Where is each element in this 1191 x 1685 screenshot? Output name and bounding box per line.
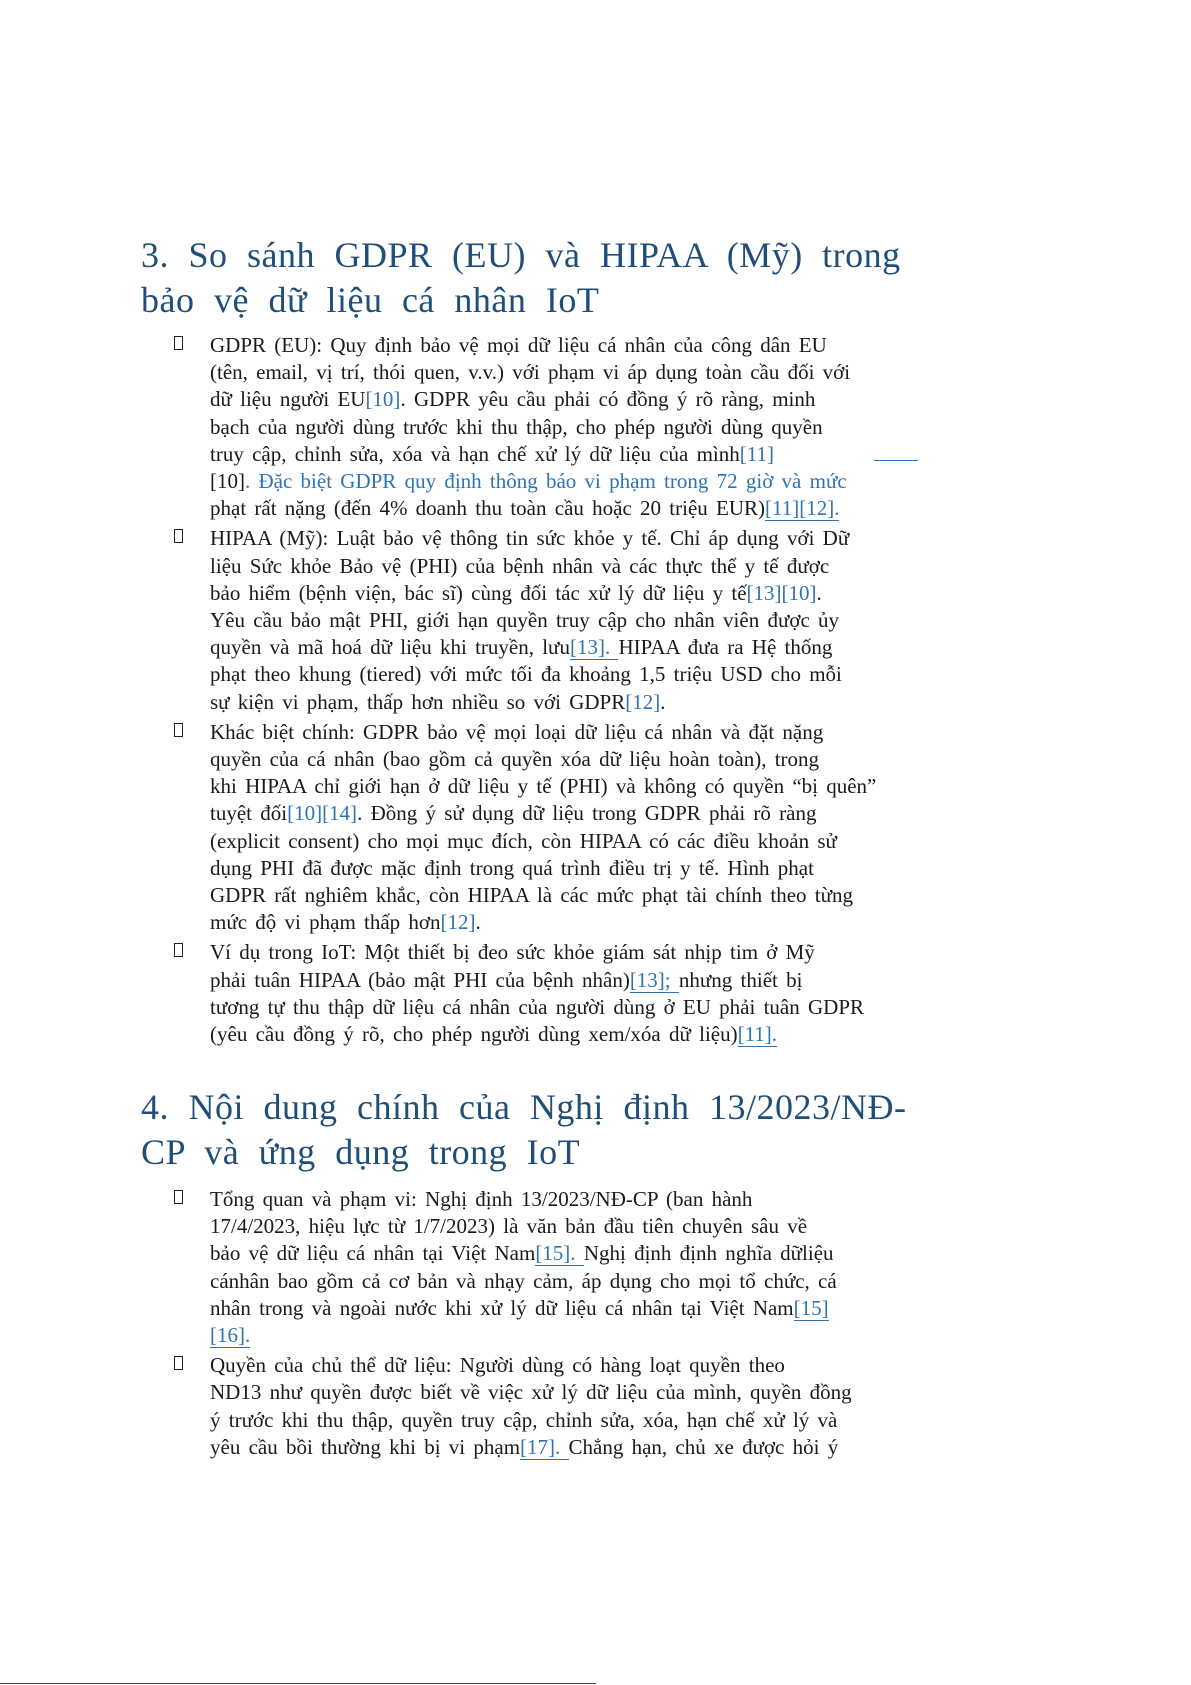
- citation-link[interactable]: [10]: [365, 387, 401, 412]
- text-segment: quyền của cá nhân (bao gồm cả quyền xóa dữ liệu hoàn toàn), trong: [210, 747, 820, 772]
- text-line: [210, 773, 1054, 800]
- text-segment: nhân trong và ngoài nước khi xử lý dữ liệu cá nhân tại Việt Nam: [210, 1295, 794, 1320]
- text-line: [210, 967, 1054, 994]
- text-line: [210, 495, 1054, 522]
- text-line: [210, 1295, 1054, 1322]
- citation-link[interactable]: [17].: [520, 1434, 569, 1459]
- text-line: [210, 414, 1054, 441]
- bullet-glyph-icon: [174, 1190, 183, 1204]
- text-line: [210, 746, 1054, 773]
- text-segment: liệu Sức khỏe Bảo vệ (PHI) của bệnh nhân và các thực thể y tế được: [210, 553, 830, 578]
- text-segment: 17/4/2023, hiệu lực từ 1/7/2023) là văn bản đầu tiên chuyên sâu về: [210, 1214, 808, 1239]
- text-line: [210, 1021, 1054, 1048]
- text-segment: cánhân bao gồm cả cơ bản và nhạy cảm, áp dụng cho mọi tổ chức, cá: [210, 1268, 837, 1293]
- text-segment: GDPR rất nghiêm khắc, còn HIPAA là các mức phạt tài chính theo từng: [210, 883, 854, 908]
- text-line: [210, 689, 1054, 716]
- text-segment: .: [816, 580, 822, 605]
- text-line: [210, 1352, 1054, 1379]
- list-item: [174, 332, 1054, 522]
- text-segment: Chẳng hạn, chủ xe được hỏi ý: [568, 1434, 839, 1459]
- bullet-glyph-icon: [174, 529, 183, 543]
- citation-link[interactable]: [11][12].: [765, 496, 840, 521]
- citation-link[interactable]: [12]: [625, 689, 661, 714]
- list-item: [174, 525, 1054, 715]
- text-segment: (explicit consent) cho mọi mục đích, còn HIPAA có các điều khoản sử: [210, 828, 837, 853]
- text-segment: ND13 như quyền được biết về việc xử lý dữ liệu của mình, quyền đồng: [210, 1380, 852, 1405]
- text-line: [210, 1434, 1054, 1461]
- text-segment: Quyền của chủ thể dữ liệu: Người dùng có hàng loạt quyền theo: [210, 1353, 785, 1378]
- text-segment: (yêu cầu đồng ý rõ, cho phép người dùng xem/xóa dữ liệu): [210, 1022, 738, 1047]
- text-line: [210, 855, 1054, 882]
- text-segment: Yêu cầu bảo mật PHI, giới hạn quyền truy cập cho nhân viên được ủy: [210, 608, 840, 633]
- text-segment: truy cập, chỉnh sửa, xóa và hạn chế xử lý dữ liệu của mình: [210, 441, 740, 466]
- text-segment: bạch của người dùng trước khi thu thập, cho phép người dùng quyền: [210, 414, 823, 439]
- section-heading: [141, 1085, 1021, 1175]
- heading-line: 3. So sánh GDPR (EU) và HIPAA (Mỹ) trong: [141, 235, 901, 275]
- heading-line: bảo vệ dữ liệu cá nhân IoT: [141, 280, 600, 320]
- text-line: [210, 994, 1054, 1021]
- bullet-glyph-icon: [174, 943, 183, 957]
- bullet-glyph-icon: [174, 1356, 183, 1370]
- text-segment: phạt theo khung (tiered) với mức tối đa khoảng 1,5 triệu USD cho mỗi: [210, 662, 842, 687]
- text-line: [210, 719, 1054, 746]
- text-line: [210, 1322, 1054, 1349]
- text-segment: bảo vệ dữ liệu cá nhân tại Việt Nam: [210, 1241, 536, 1266]
- text-line: [210, 1379, 1054, 1406]
- text-segment: mức độ vi phạm thấp hơn: [210, 910, 441, 935]
- text-segment: yêu cầu bồi thường khi bị vi phạm: [210, 1434, 521, 1459]
- text-line: [210, 1213, 1054, 1240]
- text-segment: HIPAA đưa ra Hệ thống: [618, 635, 833, 660]
- text-segment: khi HIPAA chỉ giới hạn ở dữ liệu y tế (PHI) và không có quyền “bị quên”: [210, 774, 877, 799]
- text-segment: Khác biệt chính: GDPR bảo vệ mọi loại dữ liệu cá nhân và đặt nặng: [210, 719, 824, 744]
- text-segment: GDPR (EU): Quy định bảo vệ mọi dữ liệu cá nhân của công dân EU: [210, 333, 827, 357]
- citation-link[interactable]: . Đặc biệt GDPR quy định thông báo vi phạm trong 72 giờ và mức: [245, 469, 847, 494]
- text-segment: tương tự thu thập dữ liệu cá nhân của người dùng ở EU phải tuân GDPR: [210, 994, 864, 1019]
- text-line: [210, 1268, 1054, 1295]
- text-segment: tuyệt đối: [210, 801, 288, 826]
- bullet-list: [174, 1186, 1054, 1464]
- text-segment: phạt rất nặng (đến 4% doanh thu toàn cầu hoặc 20 triệu EUR): [210, 496, 766, 521]
- citation-link[interactable]: [13].: [569, 635, 619, 660]
- text-segment: . GDPR yêu cầu phải có đồng ý rõ ràng, minh: [400, 387, 816, 412]
- bullet-list: [174, 332, 1054, 1051]
- text-segment: quyền và mã hoá dữ liệu khi truyền, lưu: [210, 635, 570, 660]
- citation-link[interactable]: [15].: [535, 1241, 584, 1266]
- text-segment: .: [475, 910, 481, 935]
- text-line: [210, 607, 1054, 634]
- section-heading: [141, 233, 1021, 323]
- bullet-glyph-icon: [174, 336, 183, 350]
- text-line: [210, 580, 1054, 607]
- citation-link[interactable]: [10][14]: [287, 801, 358, 826]
- citation-link[interactable]: [11].: [737, 1022, 778, 1047]
- text-segment: ý trước khi thu thập, quyền truy cập, chỉnh sửa, xóa, hạn chế xử lý và: [210, 1407, 838, 1432]
- text-segment: nhưng thiết bị: [678, 967, 803, 992]
- text-segment: dữ liệu người EU: [210, 387, 366, 412]
- link-underline-rule: [874, 442, 918, 461]
- text-segment: bảo hiểm (bệnh viện, bác sĩ) cùng đối tác xử lý dữ liệu y tế: [210, 580, 747, 605]
- text-segment: HIPAA (Mỹ): Luật bảo vệ thông tin sức khỏe y tế. Chỉ áp dụng với Dữ: [210, 526, 850, 551]
- text-segment: phải tuân HIPAA (bảo mật PHI của bệnh nhân): [210, 967, 630, 992]
- text-segment: (tên, email, vị trí, thói quen, v.v.) với phạm vi áp dụng toàn cầu đối với: [210, 360, 851, 385]
- list-item: [174, 1352, 1054, 1461]
- text-line: [210, 1186, 1054, 1213]
- citation-link[interactable]: [16].: [210, 1323, 251, 1348]
- heading-line: CP và ứng dụng trong IoT: [141, 1132, 581, 1172]
- citation-link[interactable]: [13];: [629, 967, 679, 992]
- footnote-separator: [0, 1683, 596, 1684]
- list-item: [174, 939, 1054, 1048]
- text-segment: [10]: [210, 469, 245, 494]
- text-line: [210, 553, 1054, 580]
- text-line: [210, 525, 1054, 552]
- citation-link[interactable]: [12]: [440, 910, 476, 935]
- text-line: [210, 661, 1054, 688]
- text-segment: Tổng quan và phạm vi: Nghị định 13/2023/NĐ-CP (ban hành: [210, 1187, 753, 1211]
- text-line: [210, 939, 1054, 966]
- text-segment: .: [660, 689, 666, 714]
- text-line: [210, 882, 1054, 909]
- text-line: [210, 441, 1054, 468]
- text-line: [210, 332, 1054, 359]
- citation-link[interactable]: [11]: [739, 441, 774, 466]
- heading-line: 4. Nội dung chính của Nghị định 13/2023/NĐ-: [141, 1087, 907, 1127]
- text-segment: Ví dụ trong IoT: Một thiết bị đeo sức khỏe giám sát nhịp tim ở Mỹ: [210, 940, 815, 965]
- text-line: [210, 359, 1054, 386]
- list-item: [174, 1186, 1054, 1349]
- list-item: [174, 719, 1054, 937]
- text-line: [210, 800, 1054, 827]
- text-segment: dụng PHI đã được mặc định trong quá trình điều trị y tế. Hình phạt: [210, 855, 814, 880]
- text-line: [210, 909, 1054, 936]
- bullet-glyph-icon: [174, 723, 183, 737]
- text-segment: . Đồng ý sử dụng dữ liệu trong GDPR phải rõ ràng: [357, 801, 817, 826]
- text-segment: Nghị định định nghĩa dữliệu: [583, 1241, 834, 1266]
- text-segment: sự kiện vi phạm, thấp hơn nhiều so với GDPR: [210, 689, 626, 714]
- citation-link[interactable]: [13][10]: [746, 580, 817, 605]
- citation-link[interactable]: [15]: [793, 1295, 829, 1320]
- text-line: [210, 1407, 1054, 1434]
- text-line: [210, 468, 1054, 495]
- text-line: [210, 828, 1054, 855]
- text-line: [210, 386, 1054, 413]
- text-line: [210, 634, 1054, 661]
- text-line: [210, 1240, 1054, 1267]
